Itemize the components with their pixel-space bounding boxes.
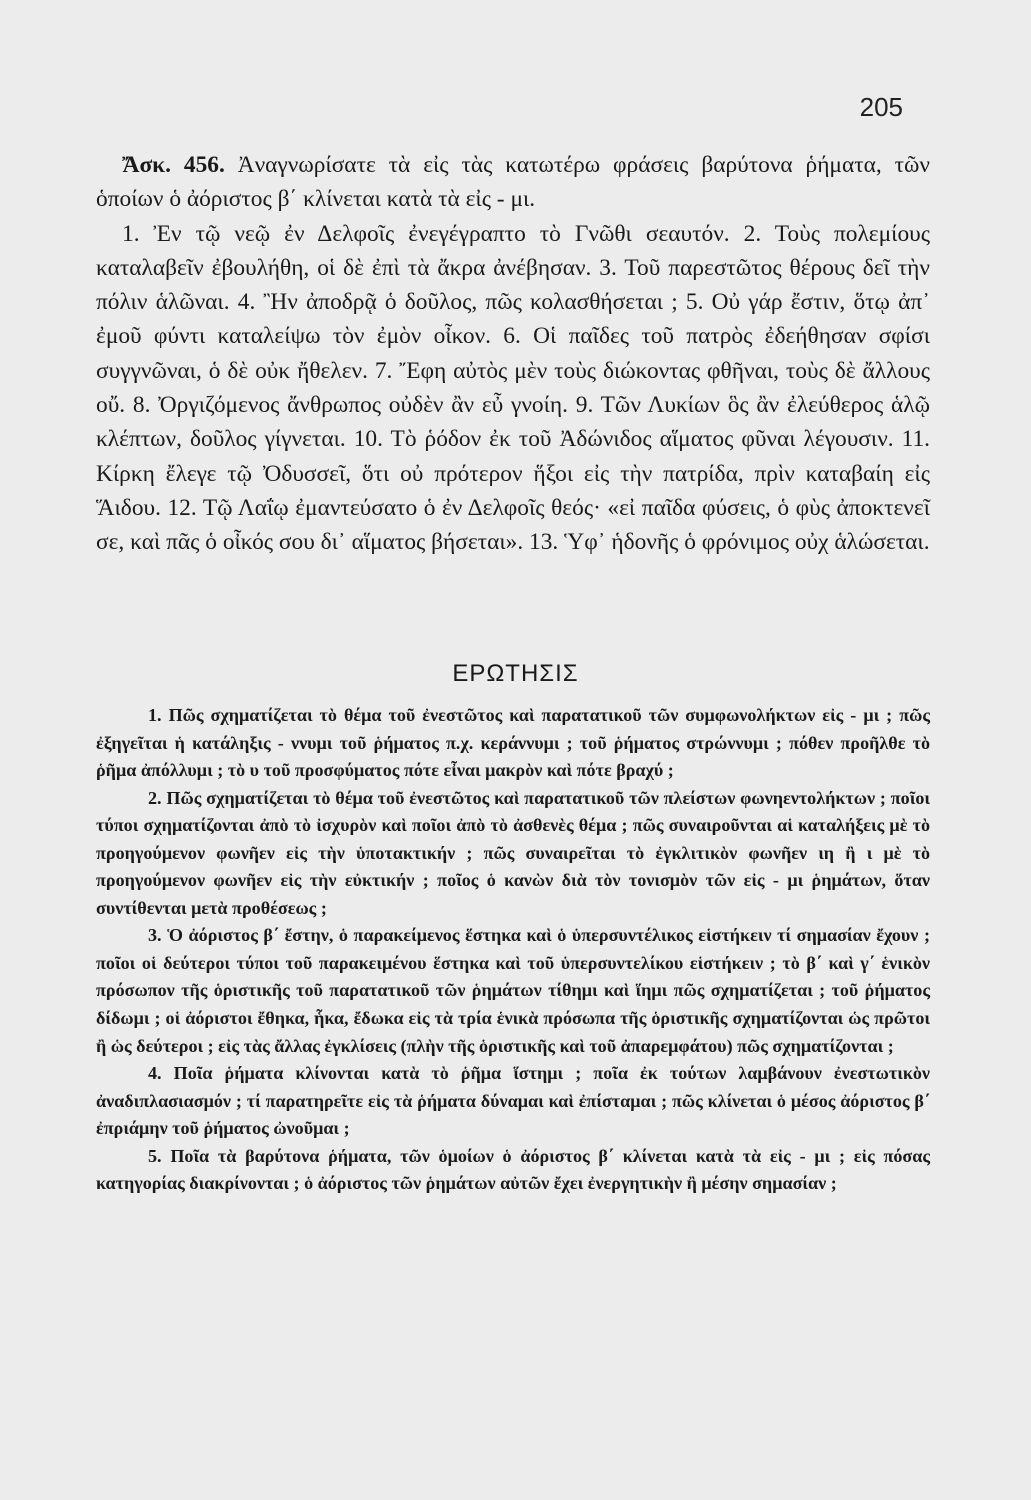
page-number: 205 (859, 92, 903, 122)
exercise-instruction (96, 148, 930, 217)
question-item: 4. Ποῖα ῥήματα κλίνονται κατὰ τὸ ῥῆμα ἵστημι ; ποῖα ἐκ τούτων λαμβάνουν ἐνεστωτικὸν ἀναδιπλασιασμόν ; τί παρατηρεῖτε εἰς τὰ ῥήματα δύναμαι καὶ ἐπίσταμαι ; πῶς κλίνεται ὁ μέσος ἀόριστος β΄ ἐπριάμην τοῦ ῥήματος ὠνοῦμαι ; (96, 1063, 930, 1139)
questions-heading: ΕΡΩΤΗΣΙΣ (452, 660, 579, 687)
question-item: 3. Ὁ ἀόριστος β΄ ἔστην, ὁ παρακείμενος ἕστηκα καὶ ὁ ὑπερσυντέλικος εἱστήκειν τί σημασίαν ἔχουν ; ποῖοι οἱ δεύτεροι τύποι τοῦ παρακειμένου ἕστηκα καὶ τοῦ ὑπερσυντελίκου εἱστήκειν ; τὸ β΄ καὶ γ΄ ἑνικὸν πρόσωπον τῆς ὁριστικῆς τοῦ παρατατικοῦ τῶν ῥημάτων τίθημι καὶ ἵημι πῶς σχηματίζεται ; τοῦ ῥήματος δίδωμι ; οἱ ἀόριστοι ἔθηκα, ἧκα, ἔδωκα εἰς τὰ τρία ἑνικὰ πρόσωπα τῆς ὁριστικῆς σχηματίζονται ὡς πρῶτοι ἢ ὡς δεύτεροι ; εἰς τὰς ἄλλας ἐγκλίσεις (πλὴν τῆς ὁριστικῆς καὶ τοῦ ἀπαρεμφάτου) πῶς σχηματίζονται ; (96, 925, 930, 1056)
questions-list (96, 702, 930, 1198)
question-item: 1. Πῶς σχηματίζεται τὸ θέμα τοῦ ἐνεστῶτος καὶ παρατατικοῦ τῶν συμφωνολήκτων εἰς - μι ; πῶς ἐξηγεῖται ἡ κατάληξις - ννυμι τοῦ ῥήματος π.χ. κεράννυμι ; τοῦ ῥήματος στρώννυμι ; πόθεν προῆλθε τὸ ῥῆμα ἀπόλλυμι ; τὸ υ τοῦ προσφύματος πότε εἶναι μακρὸν καὶ πότε βραχύ ; (96, 705, 930, 781)
question-item: 5. Ποῖα τὰ βαρύτονα ῥήματα, τῶν ὁμοίων ὁ ἀόριστος β΄ κλίνεται κατὰ τὰ εἰς - μι ; εἰς πόσας κατηγορίας διακρίνονται ; ὁ ἀόριστος τῶν ῥημάτων αὐτῶν ἔχει ἐνεργητικὴν ἢ μέσην σημασίαν ; (96, 1145, 930, 1194)
question-item: 2. Πῶς σχηματίζεται τὸ θέμα τοῦ ἐνεστῶτος καὶ παρατατικοῦ τῶν πλείστων φωνηεντολήκτων ; ποῖοι τύποι σχηματίζονται ἀπὸ τὸ ἰσχυρὸν καὶ ποῖοι ἀπὸ τὸ ἀσθενὲς θέμα ; πῶς συναιροῦνται αἱ καταλήξεις μὲ τὸ προηγούμενον φωνῆεν εἰς τὴν ὑποτακτικήν ; πῶς συναιρεῖται τὸ ἐγκλιτικὸν φωνῆεν ιη ἢ ι μὲ τὸ προηγούμενον φωνῆεν εἰς τὴν εὐκτικήν ; ποῖος ὁ κανὼν διὰ τὸν τονισμὸν τῶν εἰς - μι ῥημάτων, ὅταν συντίθενται μετὰ προθέσεως ; (96, 787, 930, 918)
exercise-456 (96, 148, 930, 560)
exercise-sentences: 1. Ἐν τῷ νεῷ ἐν Δελφοῖς ἐνεγέγραπτο τὸ Γνῶθι σεαυτόν. 2. Τοὺς πολεμίους καταλαβεῖν ἐβουλήθη, οἱ δὲ ἐπὶ τὰ ἄκρα ἀνέβησαν. 3. Τοῦ παρεστῶτος θέρους δεῖ τὴν πόλιν ἁλῶναι. 4. Ἢν ἀποδρᾷ ὁ δοῦλος, πῶς κολασθήσεται ; 5. Οὐ γάρ ἔστιν, ὅτῳ ἀπ᾽ ἐμοῦ φύντι καταλείψω τὸν ἐμὸν οἶκον. 6. Οἱ παῖδες τοῦ πατρὸς ἐδεήθησαν σφίσι συγγνῶναι, ὁ δὲ οὐκ ἤθελεν. 7. Ἔφη αὐτὸς μὲν τοὺς διώκοντας φθῆναι, τοὺς δὲ ἄλλους οὔ. 8. Ὀργιζόμενος ἄνθρωπος οὐδὲν ἂν εὖ γνοίη. 9. Τῶν Λυκίων ὃς ἂν ἐλεύθερος ἁλῷ κλέπτων, δοῦλος γίγνεται. 10. Τὸ ῥόδον ἐκ τοῦ Ἀδώνιδος αἵματος φῦναι λέγουσιν. 11. Κίρκη ἔλεγε τῷ Ὀδυσσεῖ, ὅτι οὐ πρότερον ἥξοι εἰς τὴν πατρίδα, πρὶν καταβαίη εἰς Ἅιδου. 12. Τῷ Λαΐῳ ἐμαντεύσατο ὁ ἐν Δελφοῖς θεός· «εἰ παῖδα φύσεις, ὁ φὺς ἀποκτενεῖ σε, καὶ πᾶς ὁ οἶκός σου δι᾽ αἵματος βήσεται». 13. Ὑφ᾽ ἡδονῆς ὁ φρόνιμος οὐχ ἁλώσεται. (96, 220, 930, 556)
exercise-label: Ἄσκ. 456. (122, 152, 225, 178)
exercise-instruction-text: Ἀναγνωρίσατε τὰ εἰς τὰς κατωτέρω φράσεις βαρύτονα ῥήματα, τῶν ὁποίων ὁ ἀόριστος β΄ κλίνεται κατὰ τὰ εἰς - μι. (96, 152, 930, 213)
